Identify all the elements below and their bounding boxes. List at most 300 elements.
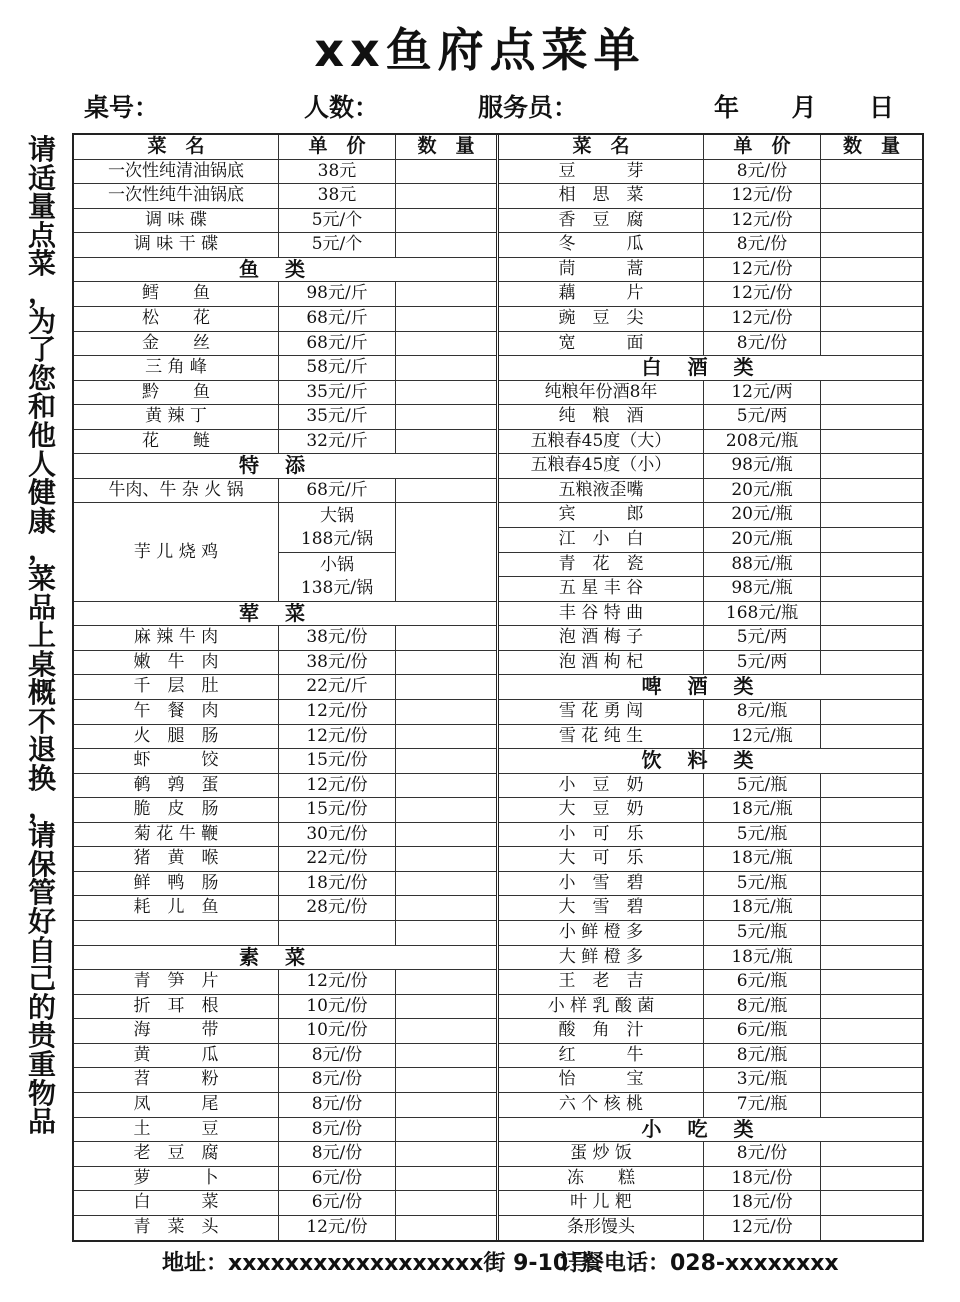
item-price: 12元/份 xyxy=(279,700,396,724)
item-name: 大 豆 奶 xyxy=(499,798,704,822)
item-name: 千 层 肚 xyxy=(74,675,279,699)
side-notice-char: 好 xyxy=(27,905,56,939)
item-qty-cell[interactable] xyxy=(396,921,496,945)
item-qty-cell[interactable] xyxy=(821,1093,922,1117)
item-qty-cell[interactable] xyxy=(821,381,922,405)
item-price: 5元/个 xyxy=(279,209,396,233)
item-name: 豌 豆 尖 xyxy=(499,307,704,331)
item-price: 8元/份 xyxy=(279,1118,396,1142)
menu-item-row xyxy=(499,1068,922,1093)
menu-item-row xyxy=(499,872,922,897)
side-notice-char: 菜 xyxy=(27,247,56,281)
section-heading: 白酒类 xyxy=(499,356,922,381)
item-qty-cell[interactable] xyxy=(821,626,922,650)
menu-title: xx鱼府点菜单 xyxy=(314,23,646,77)
side-notice-char: 他 xyxy=(27,418,56,452)
day-label: 日 xyxy=(868,93,894,122)
header-qty: 数 量 xyxy=(417,135,475,157)
section-heading: 特添 xyxy=(74,454,496,479)
item-qty-cell[interactable] xyxy=(396,1191,496,1215)
item-qty-cell[interactable] xyxy=(396,651,496,675)
header-qty: 数 量 xyxy=(842,135,900,157)
item-name: 苕 粉 xyxy=(74,1068,279,1092)
item-price: 18元/瓶 xyxy=(704,847,821,871)
item-name: 黔 鱼 xyxy=(74,381,279,405)
item-qty-cell[interactable] xyxy=(821,1019,922,1043)
item-price: 15元/份 xyxy=(279,798,396,822)
menu-item-row xyxy=(74,626,496,651)
address-text: 地址：xxxxxxxxxxxxxxxxxx街 9-10号 xyxy=(162,1251,591,1276)
item-price: 8元/份 xyxy=(279,1044,396,1068)
item-name: 五粮春45度（小） xyxy=(499,454,704,478)
item-price: 12元/两 xyxy=(704,381,821,405)
item-name: 金 丝 xyxy=(74,332,279,356)
item-name: 土 豆 xyxy=(74,1118,279,1142)
section-heading: 饮料类 xyxy=(499,749,922,774)
menu-item-row xyxy=(74,381,496,406)
item-price: 8元/份 xyxy=(704,1142,821,1166)
menu-item-row xyxy=(499,1019,922,1044)
item-price: 12元/份 xyxy=(704,282,821,306)
menu-item-row xyxy=(499,700,922,725)
item-price: 5元/个 xyxy=(279,233,396,257)
item-qty-cell[interactable] xyxy=(396,823,496,847)
item-qty-cell[interactable] xyxy=(396,995,496,1019)
item-qty-cell[interactable] xyxy=(396,332,496,356)
side-notice-char: 换 xyxy=(27,762,56,796)
menu-item-row xyxy=(499,479,922,504)
item-name: 五粮春45度（大） xyxy=(499,430,704,454)
menu-item-row xyxy=(499,503,922,528)
side-notice-char: 的 xyxy=(27,990,56,1024)
item-name: 海 带 xyxy=(74,1019,279,1043)
item-price: 68元/斤 xyxy=(279,332,396,356)
menu-item-row xyxy=(74,479,496,504)
section-heading: 小吃类 xyxy=(499,1118,922,1143)
item-name: 青 菜 头 xyxy=(74,1216,279,1241)
item-name: 折 耳 根 xyxy=(74,995,279,1019)
item-qty-cell[interactable] xyxy=(821,479,922,503)
item-name: 黄 瓜 xyxy=(74,1044,279,1068)
menu-item-row xyxy=(499,1216,922,1241)
waiter-label: 服务员： xyxy=(478,93,579,122)
side-notice-char: 上 xyxy=(27,619,56,653)
item-price: 35元/斤 xyxy=(279,381,396,405)
menu-item-row xyxy=(74,823,496,848)
item-qty-cell[interactable] xyxy=(396,405,496,429)
item-qty-cell[interactable] xyxy=(821,503,922,527)
side-notice-char: 物 xyxy=(27,1076,56,1110)
price-option-big xyxy=(279,503,395,552)
menu-item-row xyxy=(499,946,922,971)
item-name: 蛋 炒 饭 xyxy=(499,1142,704,1166)
item-price: 28元/份 xyxy=(279,896,396,920)
year-label: 年 xyxy=(714,93,740,122)
item-price: 38元/份 xyxy=(279,651,396,675)
menu-item-row xyxy=(499,1044,922,1069)
item-qty-cell[interactable] xyxy=(821,1167,922,1191)
item-price: 68元/斤 xyxy=(279,479,396,503)
item-name: 虾 饺 xyxy=(74,749,279,773)
side-notice-char: 点 xyxy=(27,218,56,252)
item-price: 30元/份 xyxy=(279,823,396,847)
item-qty-cell[interactable] xyxy=(821,921,922,945)
item-name: 鹌 鹑 蛋 xyxy=(74,774,279,798)
option-label: 大锅 xyxy=(320,505,354,526)
item-qty-cell[interactable] xyxy=(821,577,922,601)
menu-item-row xyxy=(74,921,496,946)
item-qty-cell[interactable] xyxy=(396,847,496,871)
item-qty-cell[interactable] xyxy=(821,946,922,970)
item-price: 12元/份 xyxy=(704,184,821,208)
item-name: 青 花 瓷 xyxy=(499,553,704,577)
section-heading: 荤菜 xyxy=(74,602,496,627)
item-name: 芋 儿 烧 鸡 xyxy=(74,503,279,600)
item-name: 猪 黄 喉 xyxy=(74,847,279,871)
item-qty-cell[interactable] xyxy=(396,700,496,724)
side-notice-char: 请 xyxy=(27,133,56,166)
side-notice xyxy=(12,133,72,1236)
item-qty-cell[interactable] xyxy=(821,1142,922,1166)
item-qty-cell[interactable] xyxy=(396,970,496,994)
menu-item-row xyxy=(499,995,922,1020)
item-name: 菊 花 牛 鞭 xyxy=(74,823,279,847)
item-name: 鲜 鸭 肠 xyxy=(74,872,279,896)
item-name: 小 鲜 橙 多 xyxy=(499,921,704,945)
side-notice-char: 适 xyxy=(27,161,56,195)
menu-item-row xyxy=(74,749,496,774)
side-notice-char: 自 xyxy=(27,933,56,967)
item-name: 一次性纯牛油锅底 xyxy=(74,184,279,208)
item-qty-cell[interactable] xyxy=(396,1118,496,1142)
item-name: 牛肉、牛 杂 火 锅 xyxy=(74,479,279,503)
item-price: 18元/瓶 xyxy=(704,896,821,920)
item-qty-cell[interactable] xyxy=(396,749,496,773)
menu-item-row xyxy=(74,774,496,799)
item-price: 98元/瓶 xyxy=(704,454,821,478)
item-name: 酸 角 汁 xyxy=(499,1019,704,1043)
menu-item-row xyxy=(74,332,496,357)
item-qty-cell[interactable] xyxy=(396,307,496,331)
item-price-options xyxy=(279,503,396,600)
item-price: 98元/瓶 xyxy=(704,577,821,601)
menu-table xyxy=(72,133,924,1242)
phone-text: 订餐电话：028-xxxxxxxx xyxy=(560,1251,839,1276)
item-price: 12元/份 xyxy=(704,209,821,233)
item-price: 12元/份 xyxy=(704,1216,821,1241)
item-qty-cell[interactable] xyxy=(396,1068,496,1092)
item-price: 8元/份 xyxy=(279,1068,396,1092)
item-qty-cell[interactable] xyxy=(821,430,922,454)
menu-item-row xyxy=(499,970,922,995)
side-notice-char: ， xyxy=(27,790,56,824)
item-price: 18元/份 xyxy=(704,1191,821,1215)
item-qty-cell[interactable] xyxy=(396,1216,496,1241)
item-qty-cell[interactable] xyxy=(396,233,496,257)
item-name: 雪 花 勇 闯 xyxy=(499,700,704,724)
menu-item-row xyxy=(74,725,496,750)
item-price: 10元/份 xyxy=(279,1019,396,1043)
item-qty-cell[interactable] xyxy=(821,970,922,994)
menu-item-row xyxy=(74,1118,496,1143)
item-price: 20元/瓶 xyxy=(704,479,821,503)
item-name: 纯 粮 酒 xyxy=(499,405,704,429)
menu-item-row xyxy=(499,258,922,283)
item-qty-cell[interactable] xyxy=(821,725,922,749)
menu-item-row xyxy=(74,1044,496,1069)
item-price: 22元/斤 xyxy=(279,675,396,699)
menu-item-row xyxy=(74,209,496,234)
item-price: 18元/份 xyxy=(704,1167,821,1191)
item-qty-cell[interactable] xyxy=(821,184,922,208)
side-notice-char: 了 xyxy=(27,333,56,367)
menu-item-row xyxy=(499,823,922,848)
item-name: 鳕 鱼 xyxy=(74,282,279,306)
item-price: 18元/瓶 xyxy=(704,946,821,970)
item-price: 5元/瓶 xyxy=(704,774,821,798)
item-price: 168元/瓶 xyxy=(704,602,821,626)
side-notice-char: 退 xyxy=(27,733,56,767)
menu-item-row xyxy=(499,602,922,627)
item-name: 怡 宝 xyxy=(499,1068,704,1092)
item-price: 8元/份 xyxy=(704,160,821,184)
item-price: 208元/瓶 xyxy=(704,430,821,454)
item-name: 大 鲜 橙 多 xyxy=(499,946,704,970)
item-price: 12元/份 xyxy=(279,1216,396,1241)
menu-item-row xyxy=(74,307,496,332)
item-qty-cell[interactable] xyxy=(821,847,922,871)
item-price: 12元/份 xyxy=(279,774,396,798)
menu-item-row xyxy=(499,1167,922,1192)
menu-item-row xyxy=(74,798,496,823)
item-qty-cell[interactable] xyxy=(821,1191,922,1215)
item-name: 黄 辣 丁 xyxy=(74,405,279,429)
section-heading: 啤酒类 xyxy=(499,675,922,700)
item-qty-cell[interactable] xyxy=(821,896,922,920)
item-price: 22元/份 xyxy=(279,847,396,871)
item-name: 小 雪 碧 xyxy=(499,872,704,896)
item-qty-cell[interactable] xyxy=(821,1044,922,1068)
item-qty-cell[interactable] xyxy=(821,258,922,282)
side-notice-char: 您 xyxy=(27,361,56,395)
item-price: 12元/份 xyxy=(279,970,396,994)
item-qty-cell[interactable] xyxy=(821,1216,922,1241)
side-notice-char: 品 xyxy=(27,590,56,624)
item-name: 三 角 峰 xyxy=(74,356,279,380)
item-qty-cell[interactable] xyxy=(821,405,922,429)
item-qty-cell[interactable] xyxy=(396,774,496,798)
item-price: 8元/瓶 xyxy=(704,700,821,724)
menu-right-column xyxy=(499,135,922,1240)
item-qty-cell[interactable] xyxy=(821,774,922,798)
item-name: 松 花 xyxy=(74,307,279,331)
item-qty-cell[interactable] xyxy=(821,454,922,478)
menu-item-row xyxy=(499,184,922,209)
item-qty-cell[interactable] xyxy=(396,626,496,650)
item-price: 58元/斤 xyxy=(279,356,396,380)
side-notice-char: 请 xyxy=(27,819,56,853)
item-name: 嫩 牛 肉 xyxy=(74,651,279,675)
side-notice-char: 人 xyxy=(27,447,56,481)
item-name: 萝 卜 xyxy=(74,1167,279,1191)
item-qty-cell[interactable] xyxy=(821,872,922,896)
menu-item-row xyxy=(499,160,922,185)
item-price: 8元/瓶 xyxy=(704,1044,821,1068)
item-name: 冻 糕 xyxy=(499,1167,704,1191)
item-name: 茼 蒿 xyxy=(499,258,704,282)
item-price: 12元/份 xyxy=(704,307,821,331)
item-qty-cell[interactable] xyxy=(821,823,922,847)
menu-item-row xyxy=(499,307,922,332)
item-qty-cell[interactable] xyxy=(821,651,922,675)
item-qty-cell[interactable] xyxy=(396,1167,496,1191)
side-notice-char: 量 xyxy=(27,190,56,224)
side-notice-char: 品 xyxy=(27,1105,56,1139)
item-qty-cell[interactable] xyxy=(396,1044,496,1068)
item-price: 20元/瓶 xyxy=(704,503,821,527)
item-qty-cell[interactable] xyxy=(396,1019,496,1043)
item-price: 6元/份 xyxy=(279,1191,396,1215)
item-qty-cell[interactable] xyxy=(396,430,496,454)
item-qty-cell[interactable] xyxy=(396,1093,496,1117)
item-name: 午 餐 肉 xyxy=(74,700,279,724)
menu-item-row xyxy=(74,700,496,725)
item-name: 宾 郎 xyxy=(499,503,704,527)
option-label: 小锅 xyxy=(320,554,354,575)
item-price: 5元/瓶 xyxy=(704,872,821,896)
menu-item-row xyxy=(499,577,922,602)
item-name: 老 豆 腐 xyxy=(74,1142,279,1166)
item-qty-cell[interactable] xyxy=(396,184,496,208)
item-name: 五粮液歪嘴 xyxy=(499,479,704,503)
item-qty-cell[interactable] xyxy=(396,479,496,503)
item-name: 小 豆 奶 xyxy=(499,774,704,798)
item-name: 白 菜 xyxy=(74,1191,279,1215)
item-qty-cell[interactable] xyxy=(396,356,496,380)
item-qty-cell[interactable] xyxy=(396,725,496,749)
item-price: 12元/份 xyxy=(704,258,821,282)
item-price: 5元/两 xyxy=(704,651,821,675)
item-qty-cell[interactable] xyxy=(821,995,922,1019)
item-qty-cell[interactable] xyxy=(396,160,496,184)
item-price: 35元/斤 xyxy=(279,405,396,429)
item-price: 8元/份 xyxy=(704,332,821,356)
item-qty-cell[interactable] xyxy=(396,282,496,306)
side-notice-char: 不 xyxy=(27,704,56,738)
side-notice-char: 己 xyxy=(27,962,56,996)
item-name: 宽 面 xyxy=(499,332,704,356)
item-name: 凤 尾 xyxy=(74,1093,279,1117)
item-qty-cell[interactable] xyxy=(396,1142,496,1166)
item-name: 青 笋 片 xyxy=(74,970,279,994)
side-notice-char: 为 xyxy=(27,304,56,338)
menu-item-row xyxy=(74,675,496,700)
item-qty-cell[interactable] xyxy=(821,1068,922,1092)
side-notice-char: 概 xyxy=(27,676,56,710)
item-qty-cell[interactable] xyxy=(821,282,922,306)
item-price: 12元/瓶 xyxy=(704,725,821,749)
menu-item-row xyxy=(74,430,496,455)
side-notice-char: 管 xyxy=(27,876,56,910)
menu-item-row xyxy=(499,209,922,234)
menu-item-row xyxy=(499,626,922,651)
item-price: 15元/份 xyxy=(279,749,396,773)
item-qty-cell[interactable] xyxy=(396,381,496,405)
item-name: 六 个 核 桃 xyxy=(499,1093,704,1117)
item-qty-cell[interactable] xyxy=(396,872,496,896)
item-qty-cell[interactable] xyxy=(396,798,496,822)
menu-item-row xyxy=(499,430,922,455)
header-price: 单 价 xyxy=(279,135,396,159)
item-qty-cell[interactable] xyxy=(821,798,922,822)
item-qty-cell[interactable] xyxy=(396,896,496,920)
item-name: 雪 花 纯 生 xyxy=(499,725,704,749)
item-qty-cell[interactable] xyxy=(821,332,922,356)
menu-item-row xyxy=(74,872,496,897)
section-heading: 素菜 xyxy=(74,946,496,971)
item-qty-cell[interactable] xyxy=(821,233,922,257)
item-name: 江 小 白 xyxy=(499,528,704,552)
item-qty-cell[interactable] xyxy=(396,503,496,600)
menu-item-row xyxy=(499,1191,922,1216)
side-notice-char: 保 xyxy=(27,847,56,881)
item-qty-cell[interactable] xyxy=(821,160,922,184)
menu-item-row xyxy=(74,1167,496,1192)
item-price: 12元/份 xyxy=(279,725,396,749)
item-name: 相 思 菜 xyxy=(499,184,704,208)
menu-item-row xyxy=(499,405,922,430)
item-price: 8元/份 xyxy=(279,1093,396,1117)
side-notice-char: 和 xyxy=(27,390,56,424)
item-name: 麻 辣 牛 肉 xyxy=(74,626,279,650)
item-name: 耗 儿 鱼 xyxy=(74,896,279,920)
item-qty-cell[interactable] xyxy=(821,307,922,331)
item-qty-cell[interactable] xyxy=(821,602,922,626)
item-price: 20元/瓶 xyxy=(704,528,821,552)
menu-item-row xyxy=(74,1191,496,1216)
menu-left-column xyxy=(74,135,499,1240)
item-name: 丰 谷 特 曲 xyxy=(499,602,704,626)
item-price: 10元/份 xyxy=(279,995,396,1019)
item-price: 38元/份 xyxy=(279,626,396,650)
item-qty-cell[interactable] xyxy=(821,700,922,724)
side-notice-char: 菜 xyxy=(27,561,56,595)
people-count-label: 人数： xyxy=(304,93,380,122)
item-name: 花 鲢 xyxy=(74,430,279,454)
item-qty-cell[interactable] xyxy=(821,553,922,577)
menu-item-row xyxy=(499,282,922,307)
item-price: 38元 xyxy=(279,184,396,208)
item-qty-cell[interactable] xyxy=(821,209,922,233)
item-name: 调 味 碟 xyxy=(74,209,279,233)
item-price: 18元/瓶 xyxy=(704,798,821,822)
item-qty-cell[interactable] xyxy=(821,528,922,552)
item-name: 豆 芽 xyxy=(499,160,704,184)
menu-item-row xyxy=(499,651,922,676)
item-price: 6元/瓶 xyxy=(704,970,821,994)
item-qty-cell[interactable] xyxy=(396,675,496,699)
menu-item-row xyxy=(499,798,922,823)
item-name: 火 腿 肠 xyxy=(74,725,279,749)
item-name: 调 味 干 碟 xyxy=(74,233,279,257)
header-name: 菜 名 xyxy=(499,135,704,159)
item-name: 冬 瓜 xyxy=(499,233,704,257)
item-qty-cell[interactable] xyxy=(396,209,496,233)
menu-item-row xyxy=(499,381,922,406)
month-label: 月 xyxy=(791,93,817,122)
item-name: 藕 片 xyxy=(499,282,704,306)
item-name: 红 牛 xyxy=(499,1044,704,1068)
